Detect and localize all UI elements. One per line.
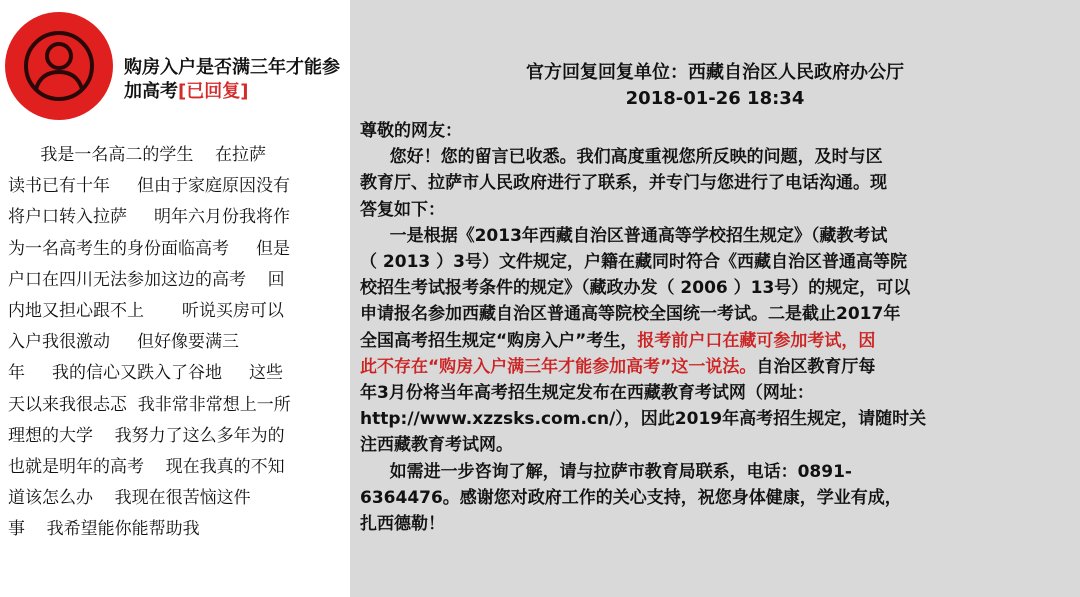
reply-url-line[interactable]: http://www.xzzsks.com.cn/），因此2019年高考招生规定，请随时关 [360, 409, 927, 430]
reply-line: 6364476。感谢您对政府工作的关心支持，祝您身体健康，学业有成， [360, 487, 902, 508]
reply-line: 注西藏教育考试网。 [360, 435, 513, 456]
reply-line: （ 2013 ）3号）文件规定，户籍在藏同时符合《西藏自治区普通高等院 [360, 252, 907, 273]
reply-line: 申请报名参加西藏自治区普通高等院校全国统一考试。二是截止2017年 [360, 304, 901, 325]
reply-line: 扎西德勒！ [360, 514, 445, 535]
question-body [8, 140, 346, 546]
reply-panel [350, 0, 1080, 597]
reply-text: 全国高考招生规定“购房入户”考生， [360, 330, 638, 351]
reply-greeting: 尊敬的网友： [360, 121, 462, 141]
question-line: 户口在四川无法参加这边的高考 回 [8, 269, 285, 290]
question-line: 理想的大学 我努力了这么多年为的 [8, 425, 285, 446]
reply-line: 年3月份将当年高考招生规定发布在西藏教育考试网（网址： [360, 383, 814, 404]
reply-line [360, 328, 1076, 354]
reply-line [360, 354, 1076, 380]
reply-highlight: 此不存在“购房入户满三年才能参加高考”这一说法。 [360, 356, 757, 377]
question-line: 内地又担心跟不上 听说买房可以 [8, 301, 284, 322]
question-line: 我是一名高二的学生 在拉萨 [8, 145, 267, 165]
reply-line: 一是根据《2013年西藏自治区普通高等学校招生规定》（藏教考试 [360, 225, 888, 246]
reply-line: 教育厅、拉萨市人民政府进行了联系，并专门与您进行了电话沟通。现 [360, 173, 887, 194]
avatar [5, 12, 113, 120]
reply-text: 自治区教育厅每 [756, 356, 876, 377]
reply-line: 校招生考试报考条件的规定》（藏政办发（ 2006 ）13号）的规定，可以 [360, 278, 911, 299]
reply-header [350, 60, 1080, 112]
reply-line: 您好！您的留言已收悉。我们高度重视您所反映的问题，及时与区 [360, 147, 883, 168]
status-badge: [已回复] [178, 81, 249, 102]
question-line: 也就是明年的高考 现在我真的不知 [8, 457, 285, 478]
reply-line: 答复如下： [360, 199, 445, 220]
question-line: 事 我希望能你能帮助我 [8, 519, 200, 540]
question-line: 读书已有十年 但由于家庭原因没有 [8, 176, 291, 197]
question-line: 年 我的信心又跌入了谷地 这些 [8, 363, 284, 384]
question-title-text: 购房入户是否满三年才能参加高考 [124, 57, 340, 102]
user-silhouette-icon [19, 26, 99, 106]
reply-body [360, 118, 1076, 537]
question-line: 为一名高考生的身份面临高考 但是 [8, 238, 291, 259]
question-line: 将户口转入拉萨 明年六月份我将作 [8, 207, 291, 228]
question-line: 天以来我很忐忑 我非常非常想上一所 [8, 394, 291, 415]
reply-highlight: 报考前户口在藏可参加考试，因 [637, 330, 876, 351]
question-panel [0, 0, 350, 597]
question-title[interactable] [124, 56, 346, 104]
reply-timestamp: 2018-01-26 18:34 [625, 88, 805, 109]
question-line: 入户我很激动 但好像要满三 [8, 332, 240, 353]
reply-line: 如需进一步咨询了解，请与拉萨市教育局联系，电话：0891- [360, 461, 852, 482]
reply-source-title: 官方回复回复单位：西藏自治区人民政府办公厅 [526, 62, 904, 83]
question-line: 道该怎么办 我现在很苦恼这件 [8, 488, 251, 509]
